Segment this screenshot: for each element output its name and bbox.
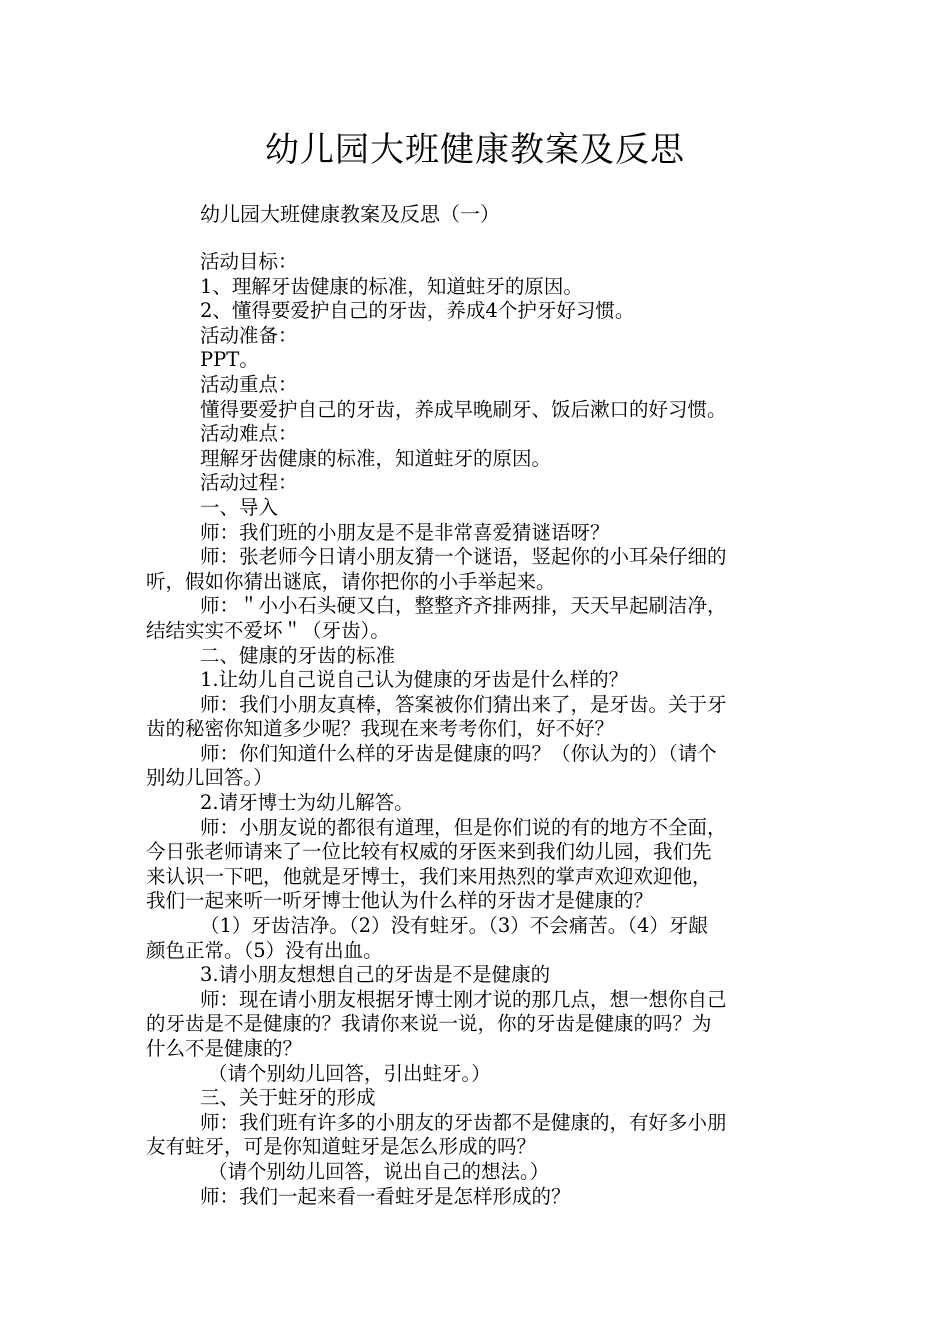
- text-line: 师：我们一起来看一看蛀牙是怎样形成的？: [200, 1184, 571, 1208]
- document-subtitle: 幼儿园大班健康教案及反思（一）: [200, 202, 500, 226]
- text-line: 来认识一下吧，他就是牙博士，我们来用热烈的掌声欢迎欢迎他，: [146, 864, 712, 888]
- text-line: 二、健康的牙齿的标准: [200, 643, 396, 667]
- text-line: 三、关于蛀牙的形成: [200, 1086, 376, 1110]
- text-line: （1）牙齿洁净。（2）没有蛀牙。（3）不会痛苦。（4）牙龈: [200, 914, 708, 938]
- text-line: 师：你们知道什么样的牙齿是健康的吗？（你认为的）（请个: [200, 741, 717, 765]
- text-line: 活动难点：: [200, 422, 298, 446]
- text-line: 2、懂得要爱护自己的牙齿，养成4个护牙好习惯。: [200, 299, 635, 323]
- text-line: 友有蛀牙，可是你知道蛀牙是怎么形成的吗？: [146, 1135, 537, 1159]
- text-line: 活动准备：: [200, 323, 298, 347]
- text-line: 活动过程：: [200, 471, 298, 495]
- text-line: （请个别幼儿回答，引出蛀牙。）: [208, 1061, 491, 1085]
- text-line: 结结实实不爱坏＂（牙齿）。: [146, 618, 390, 642]
- text-line: 的牙齿是不是健康的？我请你来说一说，你的牙齿是健康的吗？为: [146, 1012, 712, 1036]
- text-line: 活动目标：: [200, 250, 298, 273]
- text-line: PPT。: [200, 348, 259, 372]
- text-line: 师：小朋友说的都很有道理，但是你们说的有的地方不全面，: [200, 815, 727, 839]
- text-line: 活动重点：: [200, 372, 298, 396]
- text-line: 3.请小朋友想想自己的牙齿是不是健康的: [200, 963, 551, 987]
- text-line: 1、理解牙齿健康的标准，知道蛀牙的原因。: [200, 274, 583, 298]
- text-line: 师：我们小朋友真棒，答案被你们猜出来了，是牙齿。关于牙: [200, 692, 727, 716]
- document-title: 幼儿园大班健康教案及反思: [265, 130, 685, 170]
- text-line: 今日张老师请来了一位比较有权威的牙医来到我们幼儿园，我们先: [146, 840, 712, 864]
- text-line: 理解牙齿健康的标准，知道蛀牙的原因。: [200, 446, 552, 470]
- text-line: 师：我们班有许多的小朋友的牙齿都不是健康的，有好多小朋: [200, 1110, 727, 1134]
- text-line: 什么不是健康的？: [146, 1037, 303, 1060]
- text-line: 我们一起来听一听牙博士他认为什么样的牙齿才是健康的？: [146, 889, 654, 913]
- text-line: 师：张老师今日请小朋友猜一个谜语，竖起你的小耳朵仔细的: [200, 545, 727, 569]
- text-line: 师：现在请小朋友根据牙博士刚才说的那几点，想一想你自己: [200, 987, 727, 1011]
- text-line: 懂得要爱护自己的牙齿，养成早晚刷牙、饭后漱口的好习惯。: [200, 397, 727, 421]
- document-body: [146, 250, 806, 1209]
- text-line: 师：＂小小石头硬又白，整整齐齐排两排，天天早起刷洁净，: [200, 594, 727, 618]
- text-line: 师：我们班的小朋友是不是非常喜爱猜谜语呀？: [200, 520, 610, 544]
- text-line: 一、导入: [200, 495, 279, 519]
- text-line: （请个别幼儿回答，说出自己的想法。）: [208, 1159, 550, 1183]
- text-line: 别幼儿回答。）: [146, 766, 273, 790]
- text-line: 齿的秘密你知道多少呢？我现在来考考你们，好不好？: [146, 717, 615, 741]
- text-line: 听，假如你猜出谜底，请你把你的小手举起来。: [146, 569, 556, 593]
- text-line: 颜色正常。（5）没有出血。: [146, 938, 383, 962]
- text-line: 1.让幼儿自己说自己认为健康的牙齿是什么样的？: [200, 668, 629, 692]
- text-line: 2.请牙博士为幼儿解答。: [200, 791, 414, 815]
